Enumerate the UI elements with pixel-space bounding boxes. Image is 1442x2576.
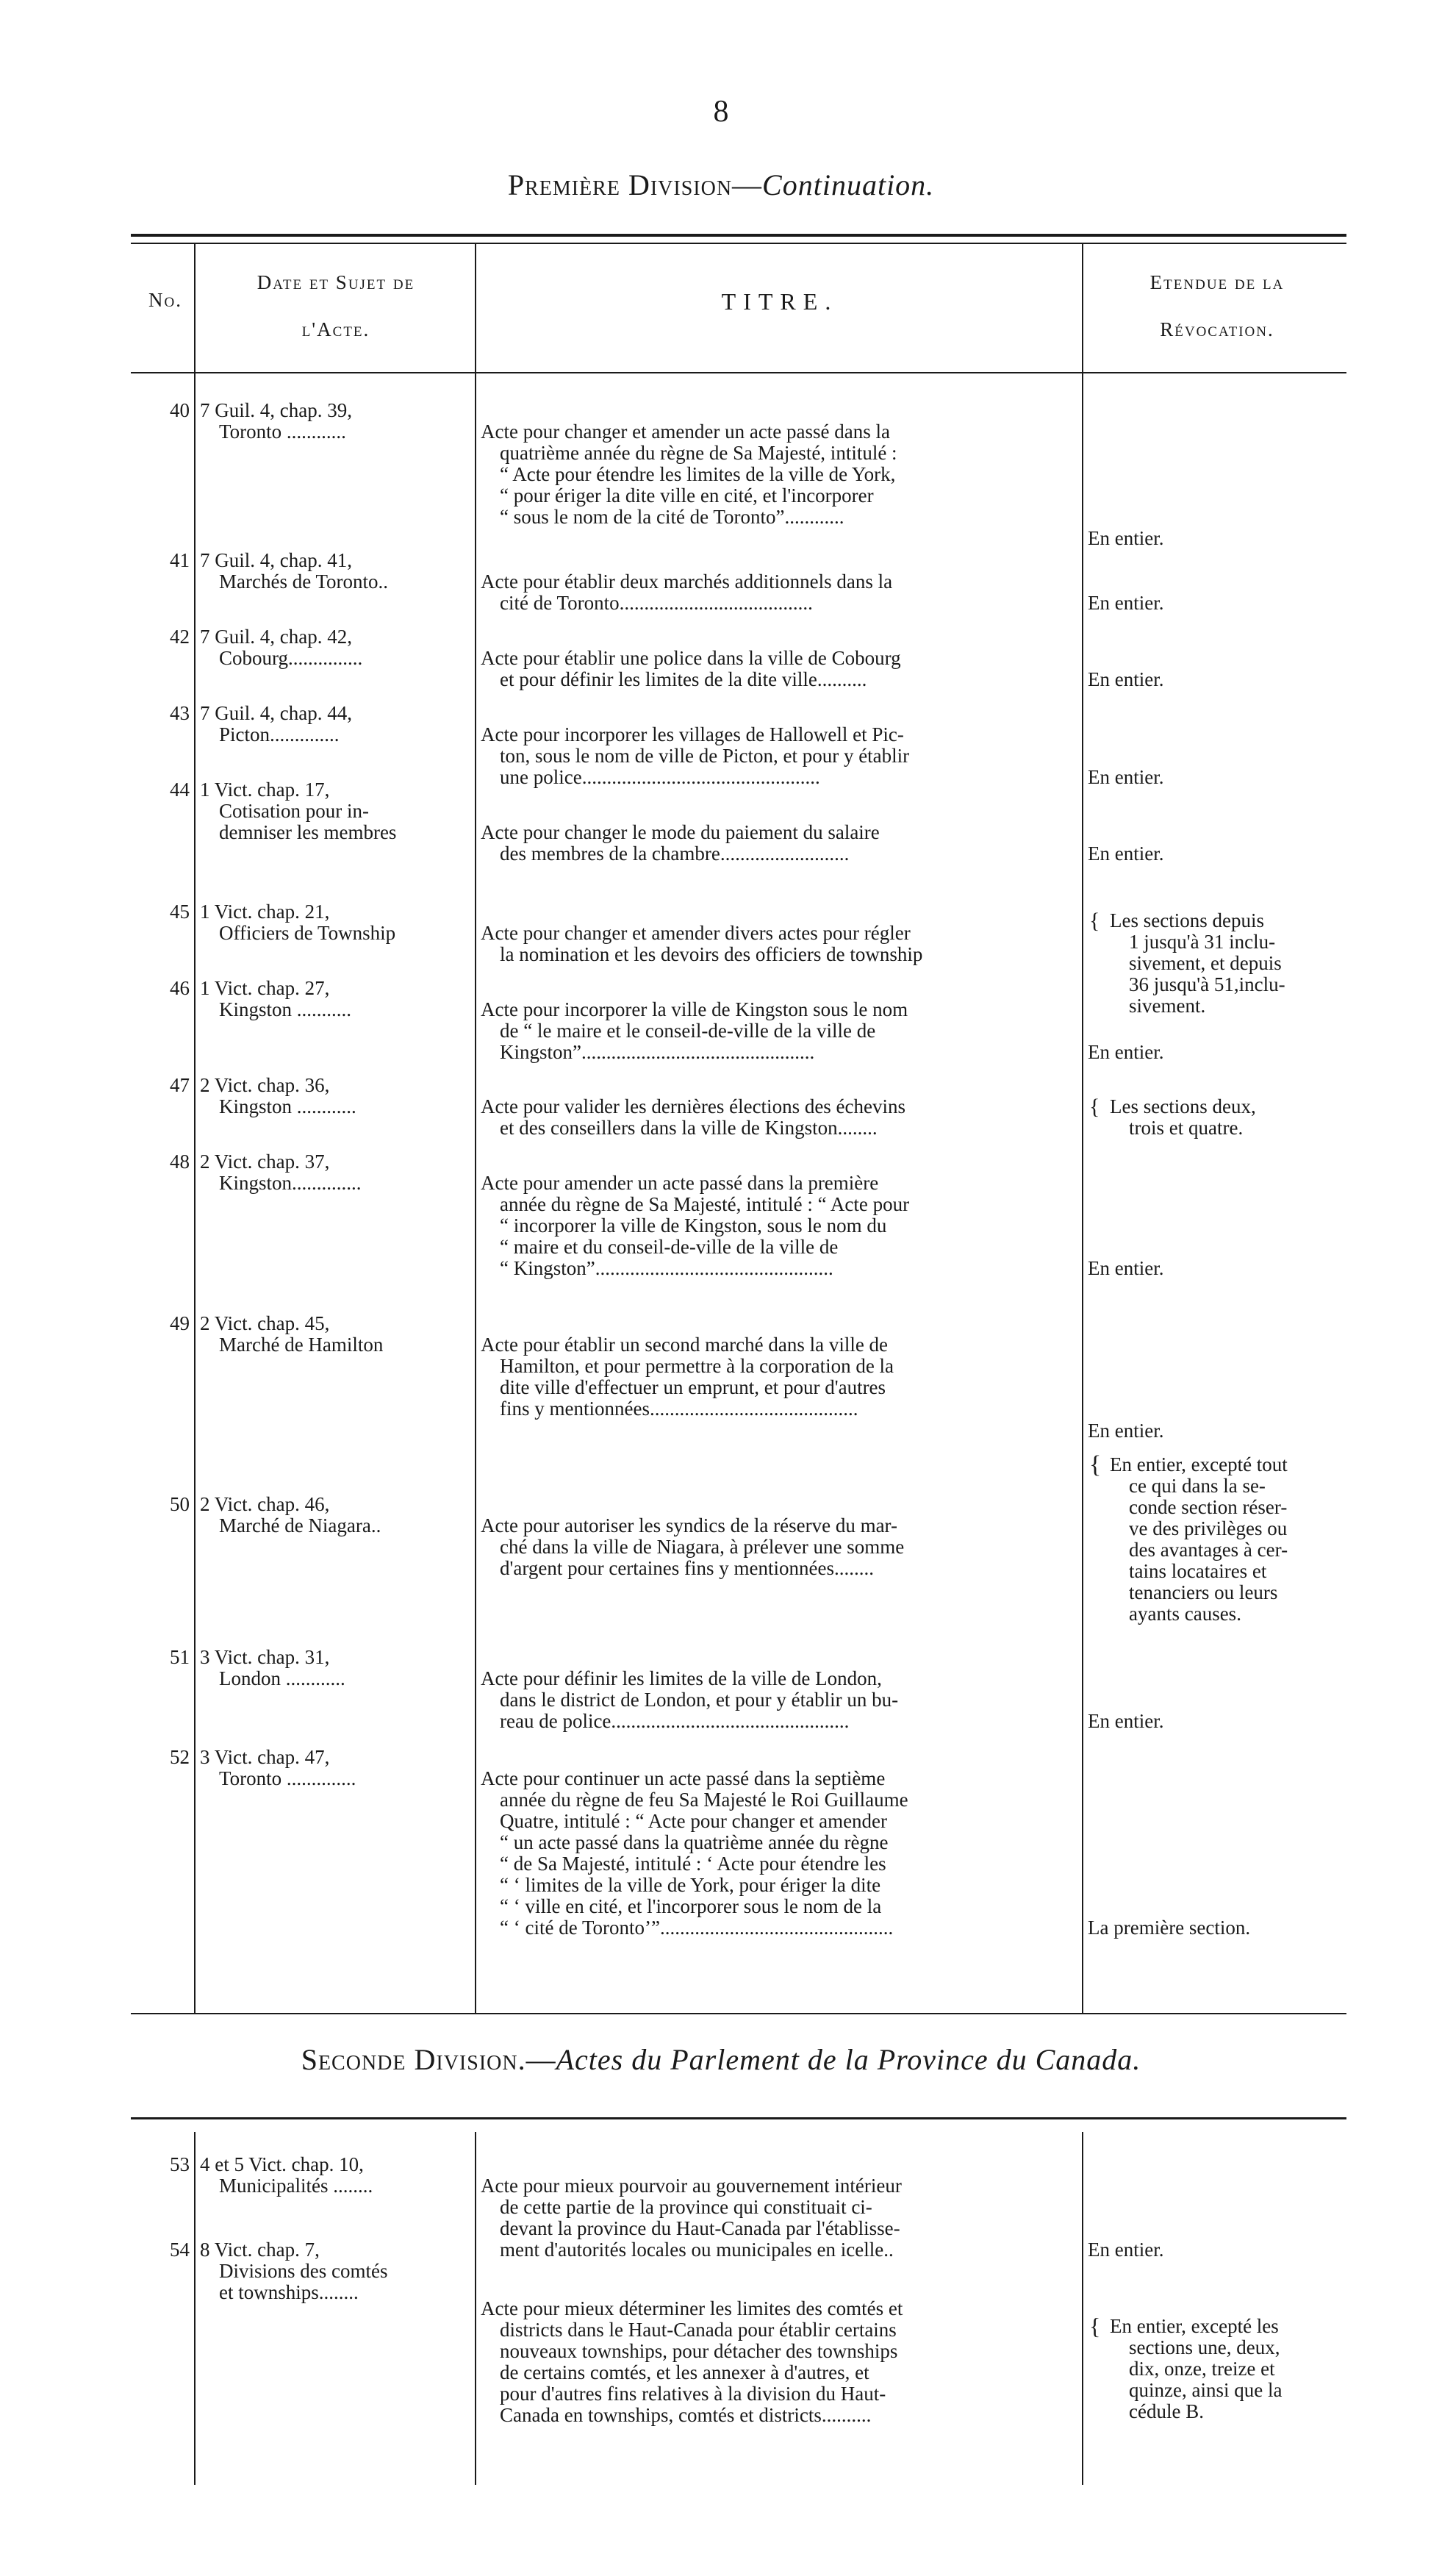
titre-line: Acte pour établir un second marché dans la ville de	[481, 1334, 889, 1356]
header-etendue-line2: Révocation.	[1160, 318, 1274, 340]
row-number: 49	[170, 1312, 190, 1334]
titre-line: Acte pour mieux pourvoir au gouvernement intérieur	[481, 2175, 902, 2197]
row-titre	[481, 1515, 1079, 1579]
etendue-line: En entier, excepté tout	[1110, 1453, 1288, 1475]
titre-line: “ Acte pour étendre les limites de la ville de York,	[500, 464, 896, 485]
etendue-line: ayants causes.	[1129, 1603, 1241, 1625]
row-titre	[481, 571, 1079, 614]
etendue-line: 36 jusqu'à 51,inclu-	[1129, 973, 1285, 995]
titre-line: une police................................................	[500, 767, 820, 788]
section-title-second-italic: Actes du Parlement de la Province du Canada.	[556, 2043, 1141, 2076]
etendue-line: ce qui dans la se-	[1129, 1475, 1266, 1497]
titre-line: Acte pour autoriser les syndics de la réserve du mar-	[481, 1515, 897, 1536]
titre-line: de “ le maire et le conseil-de-ville de la ville de	[500, 1020, 876, 1042]
table1-header-rule	[131, 372, 1346, 373]
row-date-line1: 3 Vict. chap. 47,	[200, 1746, 330, 1768]
row-etendue: En entier.	[1088, 1257, 1164, 1279]
row-date-line1: 4 et 5 Vict. chap. 10,	[200, 2153, 364, 2175]
row-titre	[481, 2298, 1079, 2426]
row-titre	[481, 1768, 1079, 1939]
section-title-first	[0, 168, 1442, 202]
header-titre: TITRE.	[721, 288, 839, 315]
row-etendue: En entier.	[1088, 766, 1164, 788]
brace-45: {	[1089, 909, 1100, 933]
row-date	[200, 901, 472, 944]
row-date	[200, 1647, 472, 1689]
brace-47: {	[1089, 1095, 1100, 1119]
titre-line: Acte pour changer et amender un acte passé dans la	[481, 421, 890, 443]
section-title-first-main: Première Division—	[507, 168, 763, 201]
row-etendue: En entier.	[1088, 592, 1164, 614]
row-number: 46	[170, 977, 190, 999]
row-date	[200, 1494, 472, 1536]
titre-line: “ de Sa Majesté, intitulé : ‘ Acte pour étendre les	[500, 1853, 886, 1875]
row-etendue-brace	[1110, 910, 1352, 1017]
titre-line: Hamilton, et pour permettre à la corporation de la	[500, 1356, 894, 1377]
row-date-line1: 2 Vict. chap. 45,	[200, 1312, 330, 1334]
etendue-line: 1 jusqu'à 31 inclu-	[1129, 931, 1276, 953]
row-date	[200, 2154, 472, 2197]
titre-line: “ pour ériger la dite ville en cité, et l'incorporer	[500, 485, 874, 507]
section-title-second	[0, 2042, 1442, 2077]
titre-line: “ ‘ cité de Toronto’”...............................................	[500, 1917, 894, 1939]
row-number: 52	[170, 1746, 190, 1768]
titre-line: ton, sous le nom de ville de Picton, et pour y établir	[500, 745, 910, 767]
titre-line: Acte pour changer le mode du paiement du salaire	[481, 822, 880, 843]
row-number: 40	[170, 399, 190, 421]
row-date-line2: Marchés de Toronto..	[219, 570, 389, 593]
titre-line: Acte pour changer et amender divers actes pour régler	[481, 923, 911, 944]
titre-line: “ ‘ limites de la ville de York, pour ériger la dite	[500, 1875, 881, 1896]
titre-line: Acte pour incorporer la ville de Kingston sous le nom	[481, 999, 908, 1020]
row-date	[200, 978, 472, 1020]
row-titre	[481, 421, 1079, 528]
row-etendue: En entier.	[1088, 668, 1164, 690]
row-titre	[481, 999, 1079, 1063]
row-titre	[481, 724, 1079, 788]
row-date-line1: 8 Vict. chap. 7,	[200, 2239, 320, 2261]
titre-line: fins y mentionnées..........................................	[500, 1398, 858, 1420]
row-date-line2: Picton..............	[219, 723, 340, 745]
titre-line: la nomination et les devoirs des officiers de township	[500, 944, 923, 965]
row-titre	[481, 923, 1079, 965]
titre-line: Acte pour valider les dernières élections des échevins	[481, 1096, 906, 1117]
row-date-line3: demniser les membres	[219, 821, 397, 843]
titre-line: “ sous le nom de la cité de Toronto”............	[500, 507, 844, 528]
row-date-line2: London ............	[219, 1667, 345, 1689]
row-date	[200, 703, 472, 745]
row-number: 41	[170, 549, 190, 571]
titre-line: districts dans le Haut-Canada pour établir certains	[500, 2319, 897, 2341]
etendue-line: tenanciers ou leurs	[1129, 1581, 1278, 1603]
header-etendue-line1: Etendue de la	[1149, 271, 1285, 293]
row-number: 45	[170, 901, 190, 923]
row-date-line1: 2 Vict. chap. 46,	[200, 1493, 330, 1515]
section-title-second-main: Seconde Division.—	[301, 2043, 556, 2076]
row-date-line2: Toronto ..............	[219, 1767, 356, 1789]
titre-line: cité de Toronto.......................................	[500, 593, 813, 614]
titre-line: dite ville d'effectuer un emprunt, et pour d'autres	[500, 1377, 886, 1398]
row-number: 51	[170, 1646, 190, 1668]
titre-line: des membres de la chambre..........................	[500, 843, 850, 865]
row-date-line2: Kingston..............	[219, 1172, 362, 1194]
row-etendue-brace	[1110, 2316, 1352, 2422]
row-date	[200, 1747, 472, 1789]
titre-line: et pour définir les limites de la dite ville..........	[500, 669, 867, 690]
table2-col-rule-2	[475, 2132, 476, 2485]
etendue-line: ve des privilèges ou	[1129, 1517, 1288, 1539]
row-number: 47	[170, 1074, 190, 1096]
etendue-line: En entier, excepté les	[1110, 2315, 1279, 2337]
etendue-line: Les sections deux,	[1110, 1095, 1256, 1117]
table2-col-rule-3	[1082, 2132, 1083, 2485]
table1-col-rule-1	[194, 243, 196, 2013]
row-etendue: En entier.	[1088, 842, 1164, 865]
row-date-line2: Municipalités ........	[219, 2175, 373, 2197]
row-date-line2: Kingston ............	[219, 1095, 356, 1117]
header-date-line1: Date et Sujet de	[257, 271, 415, 293]
row-date-line2: Marché de Hamilton	[219, 1334, 384, 1356]
row-date-line2: Divisions des comtés	[219, 2260, 388, 2282]
row-date-line1: 1 Vict. chap. 27,	[200, 977, 330, 999]
etendue-line: tains locataires et	[1129, 1560, 1267, 1582]
section-title-first-italic: Continuation.	[762, 168, 935, 201]
titre-line: reau de police................................................	[500, 1711, 850, 1732]
titre-line: dans le district de London, et pour y établir un bu-	[500, 1689, 899, 1711]
row-date	[200, 1313, 472, 1356]
row-date-line1: 2 Vict. chap. 37,	[200, 1151, 330, 1173]
row-number: 54	[170, 2239, 190, 2261]
row-etendue: En entier.	[1088, 2239, 1164, 2261]
row-etendue: En entier.	[1088, 1420, 1164, 1442]
row-titre	[481, 1173, 1079, 1279]
header-date-line2: l'Acte.	[301, 318, 370, 340]
table1-bottom-rule	[131, 2013, 1346, 2014]
titre-line: ché dans la ville de Niagara, à prélever une somme	[500, 1536, 905, 1558]
titre-line: Acte pour établir deux marchés additionnels dans la	[481, 571, 893, 593]
row-etendue: En entier.	[1088, 527, 1164, 549]
table1-top-rule	[131, 234, 1346, 237]
titre-line: “ maire et du conseil-de-ville de la ville de	[500, 1237, 839, 1258]
etendue-line: trois et quatre.	[1129, 1117, 1244, 1139]
row-number: 53	[170, 2153, 190, 2175]
row-date-line1: 3 Vict. chap. 31,	[200, 1646, 330, 1668]
table2-top-rule	[131, 2117, 1346, 2119]
row-etendue: La première section.	[1088, 1917, 1251, 1939]
titre-line: Canada en townships, comtés et districts..........	[500, 2405, 872, 2426]
titre-line: ment d'autorités locales ou municipales en icelle..	[500, 2239, 894, 2261]
row-date	[200, 2239, 472, 2303]
brace-54: {	[1089, 2313, 1101, 2339]
row-date-line3: et townships........	[219, 2281, 359, 2303]
titre-line: quatrième année du règne de Sa Majesté, intitulé :	[500, 443, 897, 464]
titre-line: année du règne de feu Sa Majesté le Roi Guillaume	[500, 1789, 908, 1811]
row-date-line2: Marché de Niagara..	[219, 1514, 381, 1536]
row-number: 42	[170, 626, 190, 648]
row-date	[200, 400, 472, 443]
row-number: 48	[170, 1151, 190, 1173]
titre-line: “ ‘ ville en cité, et l'incorporer sous le nom de la	[500, 1896, 882, 1917]
row-number: 50	[170, 1493, 190, 1515]
titre-line: “ incorporer la ville de Kingston, sous le nom du	[500, 1215, 887, 1237]
etendue-line: des avantages à cer-	[1129, 1539, 1288, 1561]
titre-line: d'argent pour certaines fins y mentionnées........	[500, 1558, 874, 1579]
table1-col-rule-2	[475, 243, 476, 2013]
row-date-line2: Cobourg...............	[219, 647, 363, 669]
row-titre	[481, 1334, 1079, 1420]
row-date-line1: 1 Vict. chap. 17,	[200, 779, 330, 801]
titre-line: “ Kingston”................................................	[500, 1258, 833, 1279]
page-number: 8	[713, 95, 729, 129]
table1-col-rule-3	[1082, 243, 1083, 2013]
row-date-line1: 7 Guil. 4, chap. 42,	[200, 626, 352, 648]
titre-line: “ un acte passé dans la quatrième année du règne	[500, 1832, 889, 1853]
row-titre	[481, 2175, 1079, 2261]
row-etendue: En entier.	[1088, 1710, 1164, 1732]
row-date	[200, 550, 472, 593]
row-etendue-brace	[1110, 1096, 1352, 1139]
titre-line: devant la province du Haut-Canada par l'établisse-	[500, 2218, 900, 2239]
titre-line: Acte pour amender un acte passé dans la première	[481, 1173, 879, 1194]
header-no: No.	[148, 289, 182, 311]
row-date	[200, 1075, 472, 1117]
row-date	[200, 779, 472, 843]
etendue-line: Les sections depuis	[1110, 909, 1264, 931]
row-date-line2: Officiers de Township	[219, 922, 396, 944]
row-date-line1: 7 Guil. 4, chap. 44,	[200, 702, 352, 724]
etendue-line: sections une, deux,	[1129, 2336, 1280, 2358]
row-titre	[481, 1668, 1079, 1732]
etendue-line: dix, onze, treize et	[1129, 2358, 1275, 2380]
row-titre	[481, 648, 1079, 690]
row-titre	[481, 822, 1079, 865]
brace-50: {	[1089, 1451, 1102, 1478]
etendue-line: sivement.	[1129, 995, 1206, 1017]
row-date-line2: Kingston ...........	[219, 998, 352, 1020]
titre-line: année du règne de Sa Majesté, intitulé : “ Acte pour	[500, 1194, 910, 1215]
row-number: 44	[170, 779, 190, 801]
row-date-line1: 7 Guil. 4, chap. 41,	[200, 549, 352, 571]
etendue-line: quinze, ainsi que la	[1129, 2379, 1283, 2401]
titre-line: Kingston”...............................................	[500, 1042, 815, 1063]
titre-line: Acte pour continuer un acte passé dans la septième	[481, 1768, 886, 1789]
titre-line: de cette partie de la province qui constituait ci-	[500, 2197, 872, 2218]
row-etendue: En entier.	[1088, 1041, 1164, 1063]
titre-line: de certains comtés, et les annexer à d'autres, et	[500, 2362, 869, 2383]
row-date-line1: 2 Vict. chap. 36,	[200, 1074, 330, 1096]
row-etendue-brace	[1110, 1454, 1352, 1625]
table1-top-rule-thin	[131, 243, 1346, 244]
titre-line: Acte pour mieux déterminer les limites des comtés et	[481, 2298, 903, 2319]
row-titre	[481, 1096, 1079, 1139]
titre-line: nouveaux townships, pour détacher des townships	[500, 2341, 898, 2362]
etendue-line: sivement, et depuis	[1129, 952, 1282, 974]
row-date-line2: Toronto ............	[219, 421, 346, 443]
row-date-line1: 1 Vict. chap. 21,	[200, 901, 330, 923]
row-date-line2: Cotisation pour in-	[219, 800, 369, 822]
titre-line: Acte pour incorporer les villages de Hallowell et Pic-	[481, 724, 904, 745]
titre-line: et des conseillers dans la ville de Kingston........	[500, 1117, 878, 1139]
row-date-line1: 7 Guil. 4, chap. 39,	[200, 399, 352, 421]
titre-line: Acte pour établir une police dans la ville de Cobourg	[481, 648, 901, 669]
row-date	[200, 626, 472, 669]
row-date	[200, 1151, 472, 1194]
titre-line: Acte pour définir les limites de la ville de London,	[481, 1668, 882, 1689]
etendue-line: cédule B.	[1129, 2400, 1204, 2422]
etendue-line: conde section réser-	[1129, 1496, 1288, 1518]
table2-col-rule-1	[194, 2132, 196, 2485]
titre-line: pour d'autres fins relatives à la division du Haut-	[500, 2383, 886, 2405]
titre-line: Quatre, intitulé : “ Acte pour changer et amender	[500, 1811, 888, 1832]
row-number: 43	[170, 702, 190, 724]
